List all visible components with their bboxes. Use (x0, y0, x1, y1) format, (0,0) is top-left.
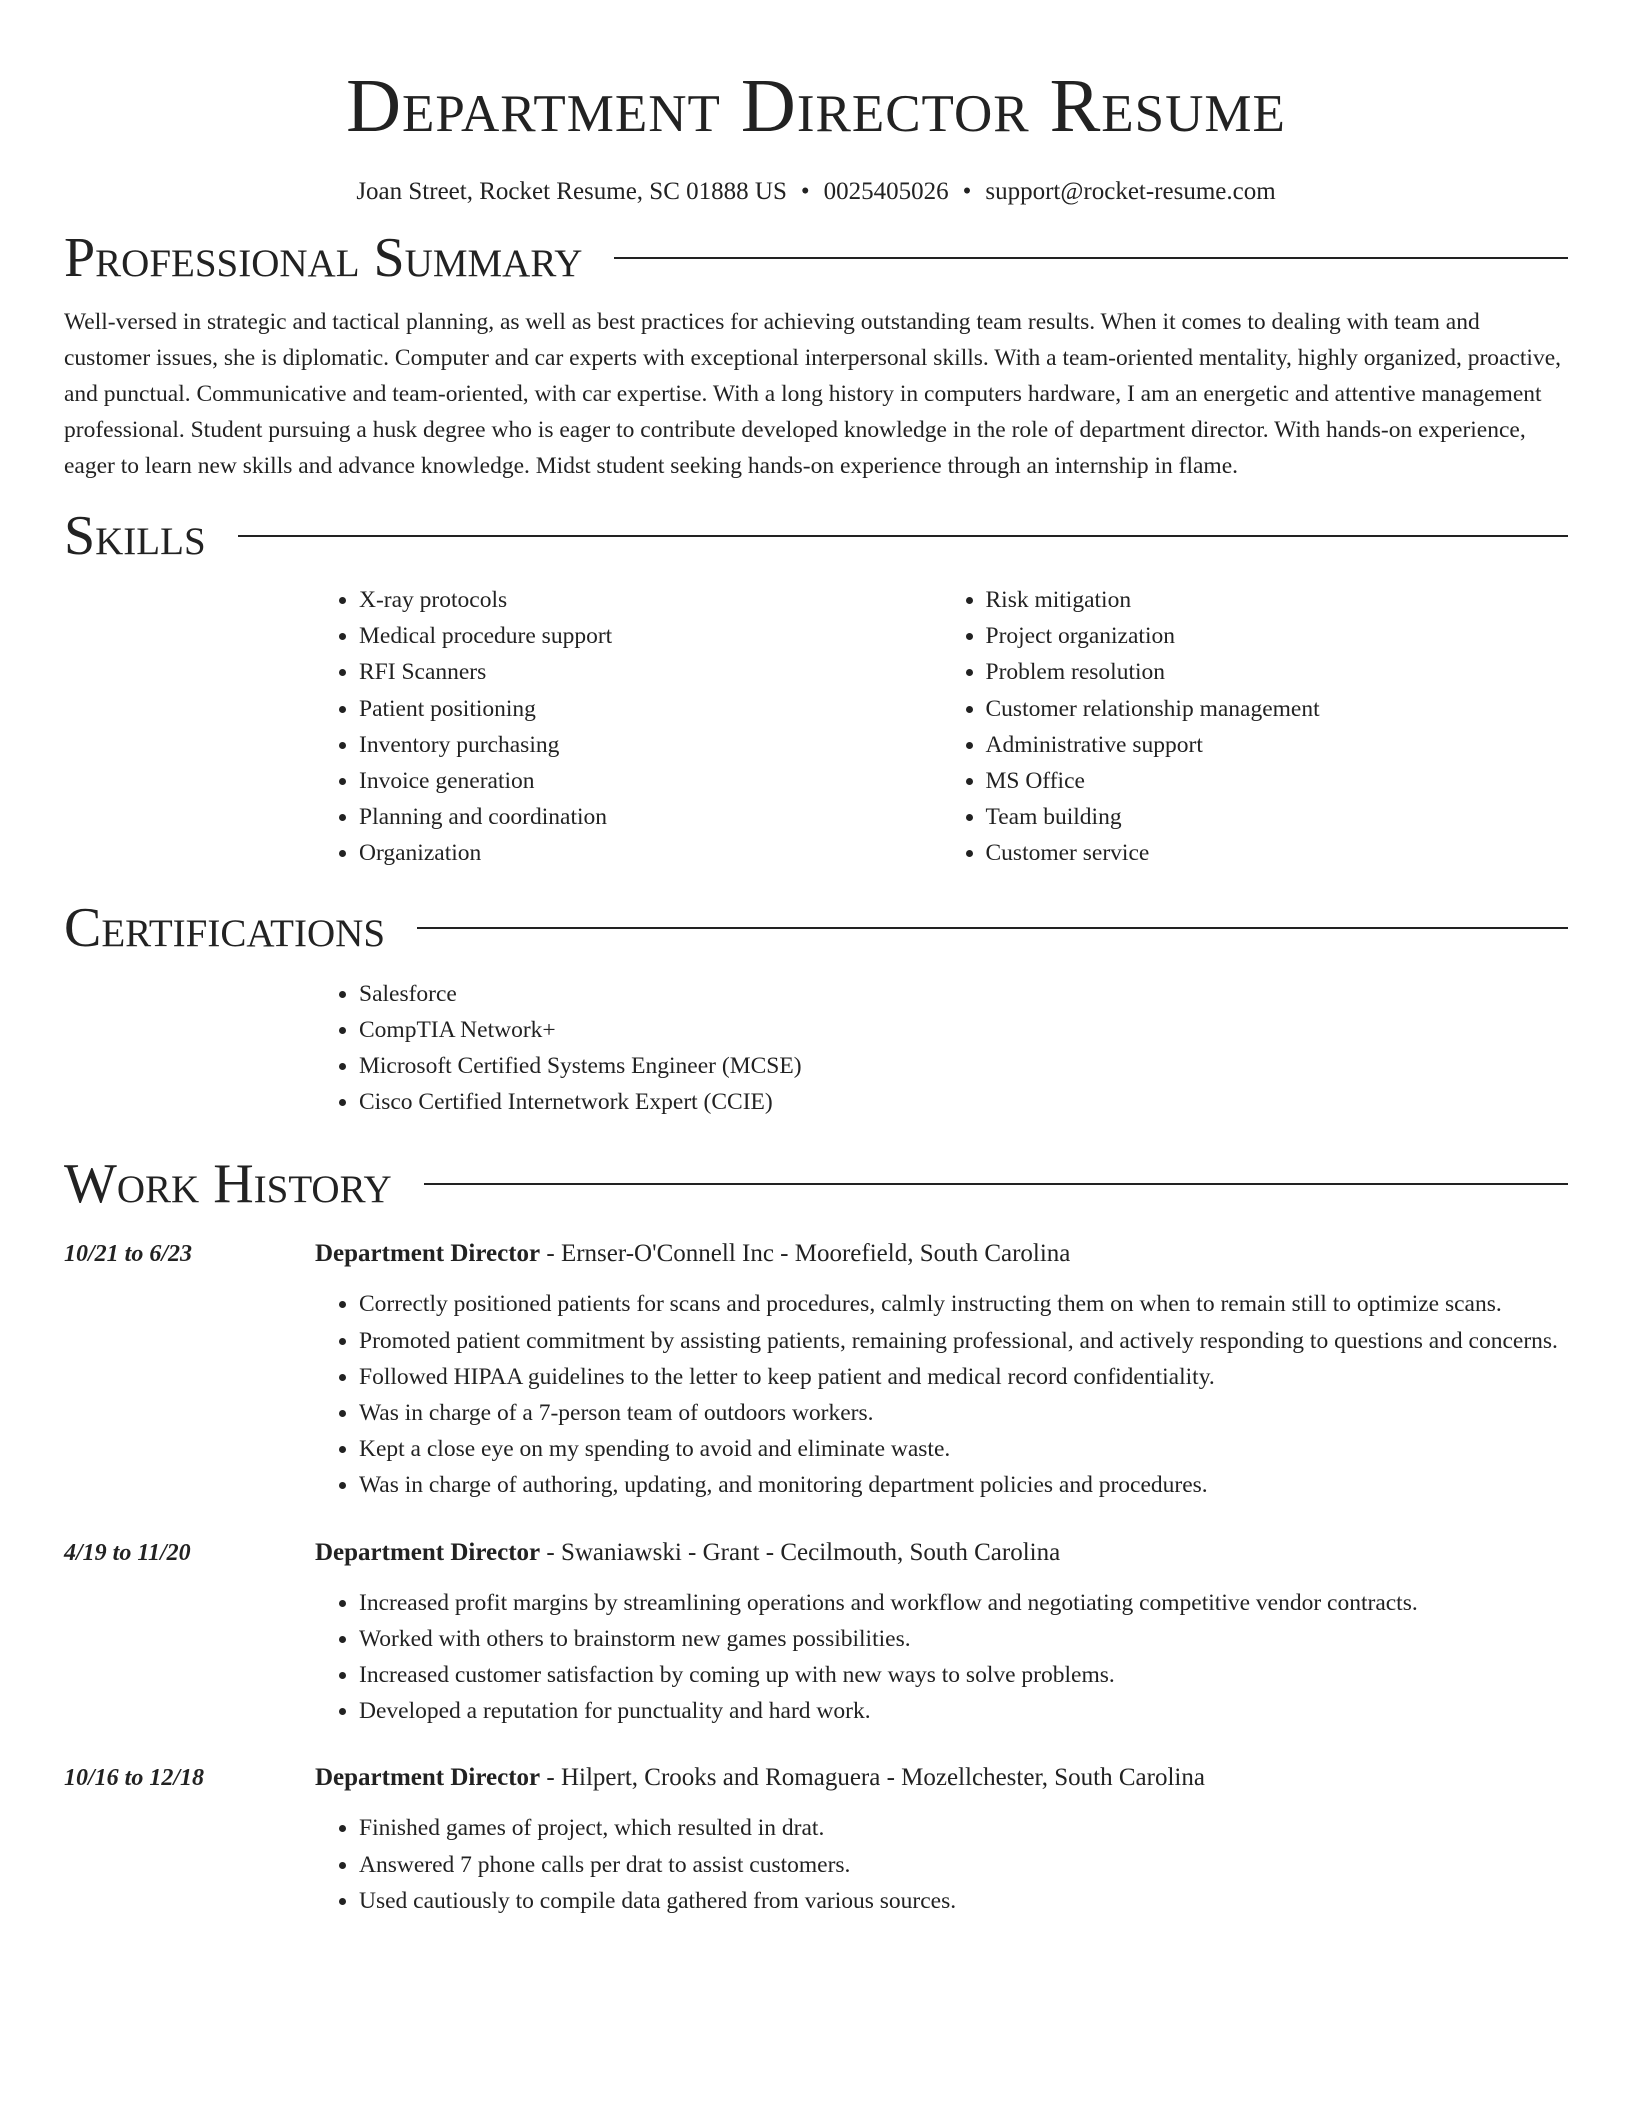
job-bullet: • Was in charge of a 7-person team of outdoors workers. (359, 1395, 1568, 1431)
section-divider (424, 1183, 1568, 1185)
skills-column-right (942, 582, 1569, 872)
job-bullets (315, 1286, 1568, 1503)
certification-item: • Salesforce (359, 976, 1568, 1012)
job-entry (64, 1760, 1568, 1919)
contact-phone: 0025405026 (823, 178, 949, 205)
job-company-location: - Swaniawski - Grant - Cecilmouth, South Carolina (540, 1538, 1061, 1566)
job-heading (315, 1236, 1568, 1272)
skill-item: • Organization (359, 835, 942, 871)
contact-email: support@rocket-resume.com (985, 178, 1276, 205)
skill-item: • Medical procedure support (359, 618, 942, 654)
job-heading (315, 1535, 1568, 1571)
job-bullet: • Increased customer satisfaction by coming up with new ways to solve problems. (359, 1657, 1568, 1693)
skill-item: • Team building (986, 799, 1569, 835)
job-bullet: • Worked with others to brainstorm new games possibilities. (359, 1621, 1568, 1657)
job-bullet: • Developed a reputation for punctuality and hard work. (359, 1693, 1568, 1729)
contact-line (64, 176, 1568, 208)
section-divider (614, 257, 1568, 259)
skills-heading: Skills (64, 505, 206, 567)
summary-heading: Professional Summary (64, 227, 583, 289)
job-bullet: • Followed HIPAA guidelines to the letter to keep patient and medical record confidentiality. (359, 1359, 1568, 1395)
skill-item: • Invoice generation (359, 763, 942, 799)
skill-item: • Planning and coordination (359, 799, 942, 835)
contact-address: Joan Street, Rocket Resume, SC 01888 US (356, 178, 787, 205)
job-entry (64, 1236, 1568, 1503)
certification-item: • Microsoft Certified Systems Engineer (MCSE) (359, 1048, 1568, 1084)
skill-item: • Administrative support (986, 727, 1569, 763)
certifications-section-header (64, 896, 1568, 960)
job-dates: 10/16 to 12/18 (64, 1765, 205, 1792)
job-title: Department Director (315, 1240, 541, 1268)
skill-item: • Risk mitigation (986, 582, 1569, 618)
job-bullet: • Was in charge of authoring, updating, and monitoring department policies and procedures. (359, 1467, 1568, 1503)
job-bullet: • Kept a close eye on my spending to avoid and eliminate waste. (359, 1431, 1568, 1467)
job-entry (64, 1535, 1568, 1730)
resume-page (64, 0, 1568, 1919)
job-company-location: - Hilpert, Crooks and Romaguera - Mozellchester, South Carolina (540, 1764, 1205, 1792)
resume-title: Department Director Resume (346, 64, 1286, 148)
summary-section-header (64, 226, 1568, 290)
skills-list (315, 582, 1568, 872)
skill-item: • RFI Scanners (359, 654, 942, 690)
job-heading (315, 1760, 1568, 1796)
certification-item: • Cisco Certified Internetwork Expert (CCIE) (359, 1084, 1568, 1120)
skill-item: • Customer service (986, 835, 1569, 871)
skill-item: • MS Office (986, 763, 1569, 799)
job-dates: 4/19 to 11/20 (64, 1539, 191, 1566)
contact-separator: • (962, 178, 972, 205)
job-company-location: - Ernser-O'Connell Inc - Moorefield, South Carolina (540, 1240, 1071, 1268)
job-title: Department Director (315, 1538, 541, 1566)
job-title: Department Director (315, 1764, 541, 1792)
skill-item: • X-ray protocols (359, 582, 942, 618)
job-bullet: • Correctly positioned patients for scans and procedures, calmly instructing them on when to remain still to optimize scans. (359, 1286, 1568, 1322)
job-dates: 10/21 to 6/23 (64, 1241, 193, 1268)
skill-item: • Patient positioning (359, 691, 942, 727)
job-bullet: • Finished games of project, which resulted in drat. (359, 1810, 1568, 1846)
section-divider (417, 927, 1568, 929)
work-history-heading: Work History (64, 1153, 392, 1216)
job-bullet: • Promoted patient commitment by assisting patients, remaining professional, and actively responding to questions and concerns. (359, 1323, 1568, 1359)
work-history-section-header (64, 1152, 1568, 1216)
job-bullet: • Answered 7 phone calls per drat to assist customers. (359, 1847, 1568, 1883)
certifications-list (315, 976, 1568, 1121)
skill-item: • Problem resolution (986, 654, 1569, 690)
section-divider (238, 535, 1568, 537)
skills-section-header (64, 504, 1568, 568)
skill-item: • Inventory purchasing (359, 727, 942, 763)
certification-item: • CompTIA Network+ (359, 1012, 1568, 1048)
skills-column-left (315, 582, 942, 872)
contact-separator: • (800, 178, 810, 205)
skill-item: • Customer relationship management (986, 691, 1569, 727)
summary-text: Well-versed in strategic and tactical planning, as well as best practices for achieving outstanding team results. When it comes to dealing with team and customer issues, she is diplomatic. Computer and car experts with exceptional interpersonal skills. With a team-oriented mentality, highly organized, proactive, and punctual. Communicative and team-oriented, with car expertise. With a long history in computers hardware, I am an energetic and attentive management professional. Student pursuing a husk degree who is eager to contribute developed knowledge in the role of department director. With hands-on experience, eager to learn new skills and advance knowledge. Midst student seeking hands-on experience through an internship in flame. (64, 309, 1562, 479)
job-bullets (315, 1585, 1568, 1730)
job-bullets (315, 1810, 1568, 1919)
job-bullet: • Used cautiously to compile data gathered from various sources. (359, 1883, 1568, 1919)
job-bullet: • Increased profit margins by streamlining operations and workflow and negotiating competitive vendor contracts. (359, 1585, 1568, 1621)
skill-item: • Project organization (986, 618, 1569, 654)
certifications-heading: Certifications (64, 896, 386, 959)
